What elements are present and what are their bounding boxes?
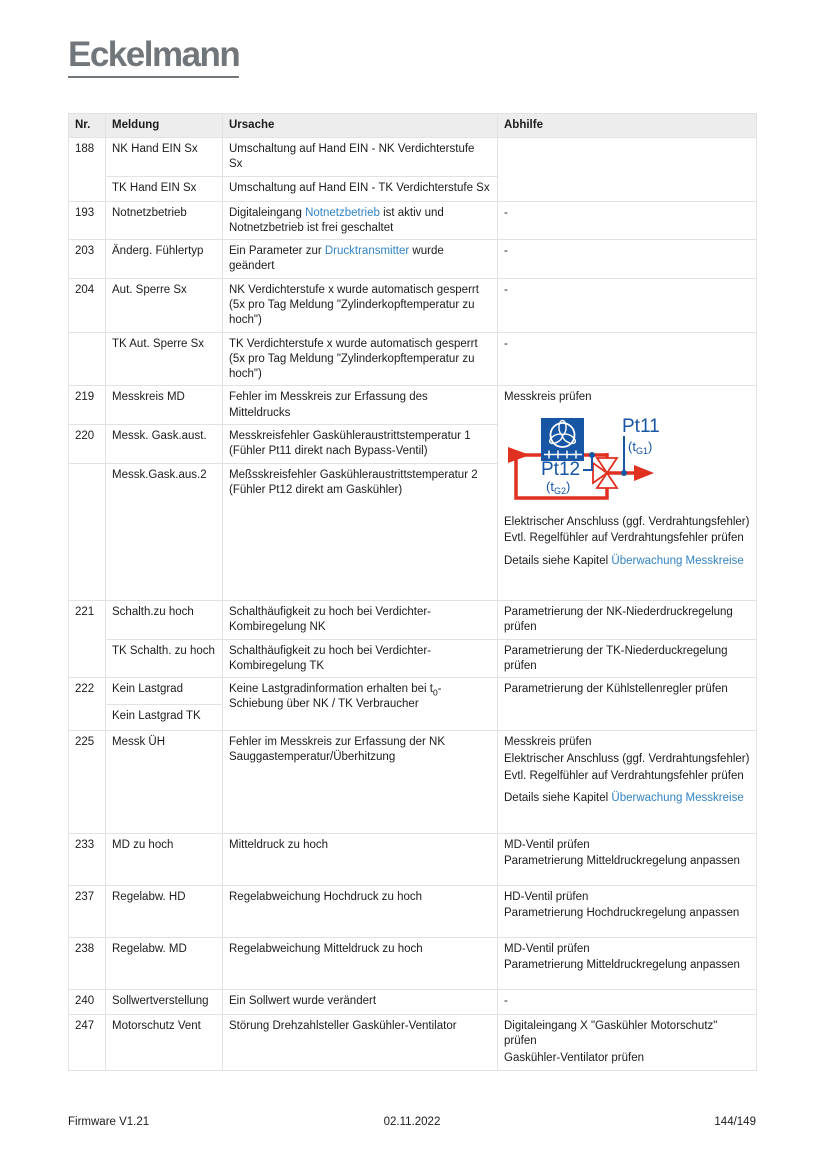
cell-meldung: Regelabw. HD (106, 886, 223, 938)
pt11-sensor (621, 416, 660, 476)
cell-abhilfe: - (498, 278, 757, 332)
ursache-text: Keine Lastgradinformation erhalten bei t (229, 683, 433, 696)
cell-ursache: NK Verdichterstufe x wurde automatisch gesperrt (5x pro Tag Meldung "Zylinderkopftemperatur zu hoch") (223, 278, 498, 332)
cell-ursache: Ein Sollwert wurde verändert (223, 990, 498, 1015)
table-row (69, 990, 757, 1015)
cell-ursache: Meßsskreisfehler Gaskühleraustrittstemperatur 2 (Fühler Pt12 direkt am Gaskühler) (223, 463, 498, 600)
table-row (69, 938, 757, 990)
cell-meldung: Kein Lastgrad (106, 678, 223, 705)
cell-nr: 188 (69, 138, 106, 202)
cell-nr: 203 (69, 240, 106, 279)
ursache-text: wurde geändert (229, 245, 444, 273)
cell-ursache: TK Verdichterstufe x wurde automatisch gesperrt (5x pro Tag Meldung "Zylinderkopftemperatur zu hoch") (223, 332, 498, 386)
pt12-label: Pt12 (541, 458, 581, 480)
bullet-item: • Elektrischer Anschluss (ggf. Verdrahtungsfehler) (504, 752, 750, 767)
cell-ursache: Regelabweichung Mitteldruck zu hoch (223, 938, 498, 990)
details-text: Details siehe Kapitel (504, 791, 612, 804)
cell-nr: 238 (69, 938, 106, 990)
cell-ursache: Umschaltung auf Hand EIN - NK Verdichterstufe Sx (223, 138, 498, 177)
flow-in-arrow (508, 447, 530, 463)
cell-nr: 225 (69, 731, 106, 834)
cell-abhilfe: - (498, 240, 757, 279)
cell-abhilfe (498, 834, 757, 886)
cell-abhilfe: - (498, 990, 757, 1015)
cell-abhilfe-messkreis (498, 386, 757, 600)
footer-page-number: 144/149 (714, 1116, 756, 1128)
cell-ursache (223, 240, 498, 279)
cell-abhilfe: Parametrierung der Kühlstellenregler prüfen (498, 678, 757, 731)
link-ueberwachung-messkreise[interactable]: Überwachung Messkreise (611, 554, 744, 567)
ursache-text: -Schiebung über NK / TK Verbraucher (229, 683, 442, 711)
flow-out-arrow (634, 465, 654, 481)
cell-ursache: Messkreisfehler Gaskühleraustrittstemperatur 1 (Fühler Pt11 direkt nach Bypass-Ventil) (223, 424, 498, 463)
link-drucktransmitter[interactable]: Drucktransmitter (324, 245, 410, 258)
abhilfe-bullet-list (504, 515, 750, 547)
cell-meldung: Motorschutz Vent (106, 1015, 223, 1071)
table-row (69, 834, 757, 886)
table-row (69, 240, 757, 279)
cell-nr: 221 (69, 600, 106, 678)
cell-ursache (223, 201, 498, 240)
bullet-item: • Parametrierung Hochdruckregelung anpassen (504, 906, 750, 921)
abhilfe-bullet-list (504, 890, 750, 922)
bullet-item: • MD-Ventil prüfen (504, 838, 750, 853)
col-header-abhilfe: Abhilfe (498, 114, 757, 138)
cell-abhilfe: - (498, 332, 757, 386)
abhilfe-bullet-list (504, 1019, 750, 1066)
cell-ursache: Mitteldruck zu hoch (223, 834, 498, 886)
details-text: Details siehe Kapitel (504, 554, 612, 567)
bullet-item: • Parametrierung Mitteldruckregelung anpassen (504, 854, 750, 869)
bullet-item: • Parametrierung Mitteldruckregelung anpassen (504, 958, 750, 973)
cell-ursache: Umschaltung auf Hand EIN - TK Verdichterstufe Sx (223, 176, 498, 201)
table-row (69, 678, 757, 705)
pt11-sublabel: $(t_{G1})$ (628, 438, 653, 456)
cell-nr: 233 (69, 834, 106, 886)
cell-abhilfe (498, 138, 757, 202)
gascooler-bypass-diagram (504, 408, 719, 508)
col-header-meldung: Meldung (106, 114, 223, 138)
cell-abhilfe: Parametrierung der NK-Niederdruckregelung prüfen (498, 600, 757, 639)
cell-meldung: NK Hand EIN Sx (106, 138, 223, 177)
cell-meldung: Sollwertverstellung (106, 990, 223, 1015)
table-row (69, 201, 757, 240)
cell-meldung: Regelabw. MD (106, 938, 223, 990)
cell-ursache: Fehler im Messkreis zur Erfassung der NK Sauggastemperatur/Überhitzung (223, 731, 498, 834)
cell-ursache: Schalthäufigkeit zu hoch bei Verdichter-Kombiregelung TK (223, 639, 498, 678)
cell-nr: 222 (69, 678, 106, 731)
footer-firmware-version: Firmware V1.21 (68, 1116, 150, 1128)
cell-abhilfe: Parametrierung der TK-Niederduckregelung prüfen (498, 639, 757, 678)
col-header-nr: Nr. (69, 114, 106, 138)
cell-abhilfe (498, 886, 757, 938)
cell-meldung: Aut. Sperre Sx (106, 278, 223, 332)
bullet-item: • Evtl. Regelfühler auf Verdrahtungsfehler prüfen (504, 531, 750, 546)
cell-ursache: Regelabweichung Hochdruck zu hoch (223, 886, 498, 938)
abhilfe-title: Messkreis prüfen (504, 736, 592, 749)
cell-nr: 193 (69, 201, 106, 240)
cell-nr (69, 463, 106, 600)
cell-nr: 240 (69, 990, 106, 1015)
cell-meldung: Messkreis MD (106, 386, 223, 425)
bullet-item: • Evtl. Regelfühler auf Verdrahtungsfehler prüfen (504, 769, 750, 784)
page-footer (68, 1116, 756, 1128)
table-header-row (69, 114, 757, 138)
gascooler-diagram (504, 408, 750, 513)
table-row (69, 386, 757, 425)
cell-meldung: Kein Lastgrad TK (106, 705, 223, 731)
cell-meldung: Messk.Gask.aus.2 (106, 463, 223, 600)
cell-nr (69, 332, 106, 386)
bullet-item: • HD-Ventil prüfen (504, 890, 750, 905)
cell-ursache: Störung Drehzahlsteller Gaskühler-Ventilator (223, 1015, 498, 1071)
cell-meldung: TK Hand EIN Sx (106, 176, 223, 201)
table-row (69, 731, 757, 834)
cell-meldung: Messk. Gask.aust. (106, 424, 223, 463)
bullet-item: • Elektrischer Anschluss (ggf. Verdrahtungsfehler) (504, 515, 750, 530)
table-row (69, 639, 757, 678)
cell-meldung: Notnetzbetrieb (106, 201, 223, 240)
subscript-zero: 0 (432, 687, 438, 698)
bullet-item: • Digitaleingang X "Gaskühler Motorschutz" prüfen (504, 1019, 750, 1050)
link-ueberwachung-messkreise[interactable]: Überwachung Messkreise (611, 791, 744, 804)
abhilfe-bullet-list (504, 752, 750, 784)
pt12-sensor (541, 452, 595, 496)
gascooler-fan-icon (541, 418, 584, 461)
table-row (69, 332, 757, 386)
cell-meldung: Schalth.zu hoch (106, 600, 223, 639)
table-row (69, 138, 757, 177)
table-row (69, 600, 757, 639)
cell-ursache: Schalthäufigkeit zu hoch bei Verdichter-Kombiregelung NK (223, 600, 498, 639)
table-row (69, 886, 757, 938)
cell-nr: 237 (69, 886, 106, 938)
table-row (69, 278, 757, 332)
details-line (504, 554, 750, 569)
details-line (504, 791, 750, 806)
abhilfe-bullet-list (504, 942, 750, 974)
abhilfe-title: Messkreis prüfen (504, 391, 592, 404)
footer-date: 02.11.2022 (383, 1116, 441, 1128)
cell-nr: 219 (69, 386, 106, 425)
pt11-label: Pt11 (622, 415, 660, 437)
col-header-ursache: Ursache (223, 114, 498, 138)
cell-ursache (223, 678, 498, 731)
cell-meldung: TK Schalth. zu hoch (106, 639, 223, 678)
cell-ursache: Fehler im Messkreis zur Erfassung des Mitteldrucks (223, 386, 498, 425)
cell-abhilfe-messkreis (498, 731, 757, 834)
bullet-item: • MD-Ventil prüfen (504, 942, 750, 957)
ursache-text: Ein Parameter zur (229, 245, 325, 258)
cell-meldung: Änderg. Fühlertyp (106, 240, 223, 279)
cell-meldung: MD zu hoch (106, 834, 223, 886)
cell-nr: 220 (69, 424, 106, 463)
ursache-text: ist aktiv und Notnetzbetrieb ist frei geschaltet (229, 206, 444, 234)
eckelmann-logo: Eckelmann (68, 36, 239, 78)
cell-meldung: Messk ÜH (106, 731, 223, 834)
cell-meldung: TK Aut. Sperre Sx (106, 332, 223, 386)
ursache-text: Digitaleingang (229, 206, 306, 219)
table-row (69, 1015, 757, 1071)
cell-nr: 247 (69, 1015, 106, 1071)
message-table (68, 113, 757, 1071)
abhilfe-bullet-list (504, 838, 750, 870)
cell-abhilfe: - (498, 201, 757, 240)
cell-abhilfe (498, 1015, 757, 1071)
bullet-item: • Gaskühler-Ventilator prüfen (504, 1051, 750, 1066)
cell-nr: 204 (69, 278, 106, 332)
cell-abhilfe (498, 938, 757, 990)
pt12-sublabel: $(t_{G2})$ (546, 478, 571, 496)
link-notnetzbetrieb[interactable]: Notnetzbetrieb (305, 206, 380, 219)
